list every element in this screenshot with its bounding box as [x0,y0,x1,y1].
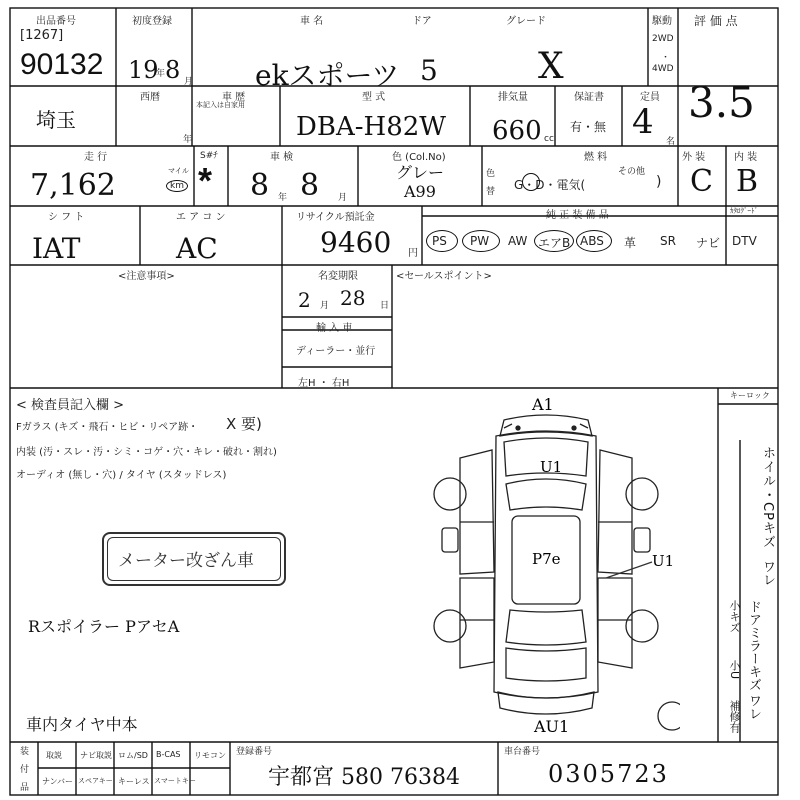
model-label: 型 式 [362,92,386,103]
acc-spare-key: スペアキー [78,777,113,785]
color-label: 色 (Col.No) [392,152,446,163]
first-registration-month: 8 [165,56,181,84]
color-code: A99 [404,182,436,201]
interior-label: 内 装 [734,152,758,163]
dealer-label: ディーラー・並行 [296,346,376,357]
equipment-navi: ナビ [696,236,721,250]
name-change-day: 28 [340,286,366,310]
chassis-label: 車台番号 [504,747,541,757]
equipment-dtv: DTV [732,234,757,248]
drive-4wd: 4WD [652,64,674,74]
mark-rear-bumper: AU1 [534,717,570,736]
inspection-tsuki: 月 [338,193,348,203]
grade-value: X [538,46,564,87]
car-name-value: ekスポーツ [255,59,400,92]
accessories-label-1: 装 [20,747,30,757]
lot-number: 90132 [20,48,104,81]
mark-right-side: U1 [652,552,675,570]
equipment-label: 純 正 装 備 品 [546,210,609,221]
equipment-ps: PS [432,234,447,248]
warranty-label: 保証書 [574,92,604,103]
color-change-label-2: 替 [486,187,496,197]
inspection-year: 8 [250,168,270,203]
legend-mirror-crack: ワレ [746,694,761,720]
color-value: グレー [396,163,445,182]
lot-sub-number: [1267] [20,28,64,43]
name-change-tsuki: 月 [320,301,330,311]
sales-points-label: <セールスポイント> [396,271,492,282]
chassis-value: 0305723 [548,760,669,788]
mark-hood: U1 [540,458,563,476]
inspector-title: < 検査員記入欄 > [16,398,125,413]
registration-label: 登録番号 [236,747,273,757]
year-mark: 年 [156,69,166,79]
fuel-options: G・D・電気( [514,178,586,192]
displacement-label: 排気量 [498,92,528,103]
legend-repaired: 補修有 [728,700,741,733]
legend-small-scratch: 小キズ [728,600,741,633]
car-name-label: 車 名 [300,16,324,27]
spoiler-note: Rスポイラー PアセA [28,617,180,636]
acc-keyless: キーレス [118,777,150,786]
lot-label: 出品番号 [36,16,76,27]
mileage-unit-mile: マイル [168,167,189,175]
accessories-label-2: 付 [20,765,30,775]
fuel-close-paren: ) [656,174,662,190]
grade-label: グレード [506,16,546,27]
fuel-selected-circle [522,173,540,191]
shift-value: IAT [32,232,81,265]
interior-value: B [736,164,759,199]
recycle-unit: 円 [408,248,418,259]
mileage-label: 走 行 [84,152,108,163]
audio-tire-line: オーディオ (無し・穴) / タイヤ (スタッドレス) [16,470,227,481]
tamper-stamp [102,532,286,586]
prefecture: 埼玉 [36,108,76,132]
recycle-value: 9460 [320,226,392,259]
equipment-abs: ABS [580,234,604,248]
mileage-unit-km: km [166,180,188,192]
era-label: 西暦 [140,92,160,103]
equipment-sunroof: SR [660,234,676,248]
score-value: 3.5 [688,78,755,127]
legend-wheel-scratch: ホイル・CPキズ [760,446,775,549]
notes-label: <注意事項> [118,271,175,282]
color-change-label-1: 色 [486,169,496,179]
acc-manual: 取説 [46,751,62,760]
catalog-label: ｶﾀﾛｸﾞｰﾄﾞ [730,207,758,215]
acc-navi-manual: ナビ取説 [80,751,112,760]
glass-line: Fガラス (キズ・飛石・ヒビ・リペア跡・ [16,422,199,433]
history-note: 本記入は自家用 [196,101,245,109]
ac-label: エ ア コ ン [176,212,226,223]
equipment-leather: 革 [624,236,637,250]
acc-bcas: B-CAS [156,750,181,759]
exterior-label: 外 装 [682,152,706,163]
drive-label: 駆動 [652,16,672,27]
name-change-month: 2 [298,288,311,312]
month-mark: 月 [184,77,194,87]
interior-condition-line: 内装 (汚・スレ・汚・シミ・コゲ・穴・キレ・破れ・割れ) [16,447,277,458]
mark-front-bumper: A1 [532,395,554,414]
score-label: 評 価 点 [694,14,738,28]
equipment-airbag: エアB [538,236,571,250]
seats-unit: 名 [666,137,676,147]
seats-value: 4 [632,102,654,142]
seats-label: 定員 [640,92,660,103]
tire-note: 車内タイヤ中本 [26,715,138,734]
handle-label: 左H ・ 右H [298,378,350,389]
doors-value: 5 [420,54,438,87]
meter-swap-label: S#ﾁ [200,151,218,161]
drive-2wd: 2WD [652,34,674,44]
acc-rom-sd: ロム/SD [118,751,148,760]
mileage-value: 7,162 [30,168,116,203]
warranty-options: 有・無 [570,120,607,134]
name-change-label: 名変期限 [318,271,358,282]
keylock-label: キーロック [730,391,770,400]
inspection-nen: 年 [278,193,288,203]
import-label: 輸 入 車 [316,323,353,334]
accessories-label-3: 品 [20,783,30,793]
car-damage-diagram [420,392,680,742]
meter-swap-mark: * [198,160,213,201]
inspection-month: 8 [300,168,320,203]
registration-value: 宇都宮 580 76384 [268,765,460,790]
model-value: DBA-H82W [296,112,446,142]
first-registration-year: 19 [128,56,159,84]
exterior-value: C [690,164,713,199]
equipment-pw: PW [470,234,490,248]
legend-mirror-scratch: ドアミラーキズ [746,600,761,691]
first-registration-label: 初度登録 [132,16,172,27]
ac-value: AC [176,232,218,265]
displacement-value: 660 [492,116,542,146]
displacement-unit: cc [544,134,554,144]
fuel-other-label: その他 [618,167,646,177]
legend-wheel-crack: ワレ [760,560,775,586]
acc-remote: リモコン [194,751,226,760]
history-label: 車 歴 [222,92,246,103]
mark-roof: P7e [532,550,561,568]
shift-label: シ フ ト [48,212,85,223]
equipment-aw: AW [508,234,528,248]
inspection-label: 車 検 [270,152,294,163]
acc-plate: ナンバー [42,777,74,786]
glass-mark: X 要) [226,415,262,433]
doors-label: ドア [412,16,432,27]
era-year-mark: 年 [183,135,193,145]
acc-smart-key: スマートキー [154,777,196,785]
legend-small-dent: 小U [728,660,741,680]
fuel-label: 燃 料 [584,152,608,163]
name-change-hi: 日 [380,301,390,311]
recycle-label: リサイクル預託金 [296,212,375,223]
tamper-stamp-text: メーター改ざん車 [118,551,254,571]
